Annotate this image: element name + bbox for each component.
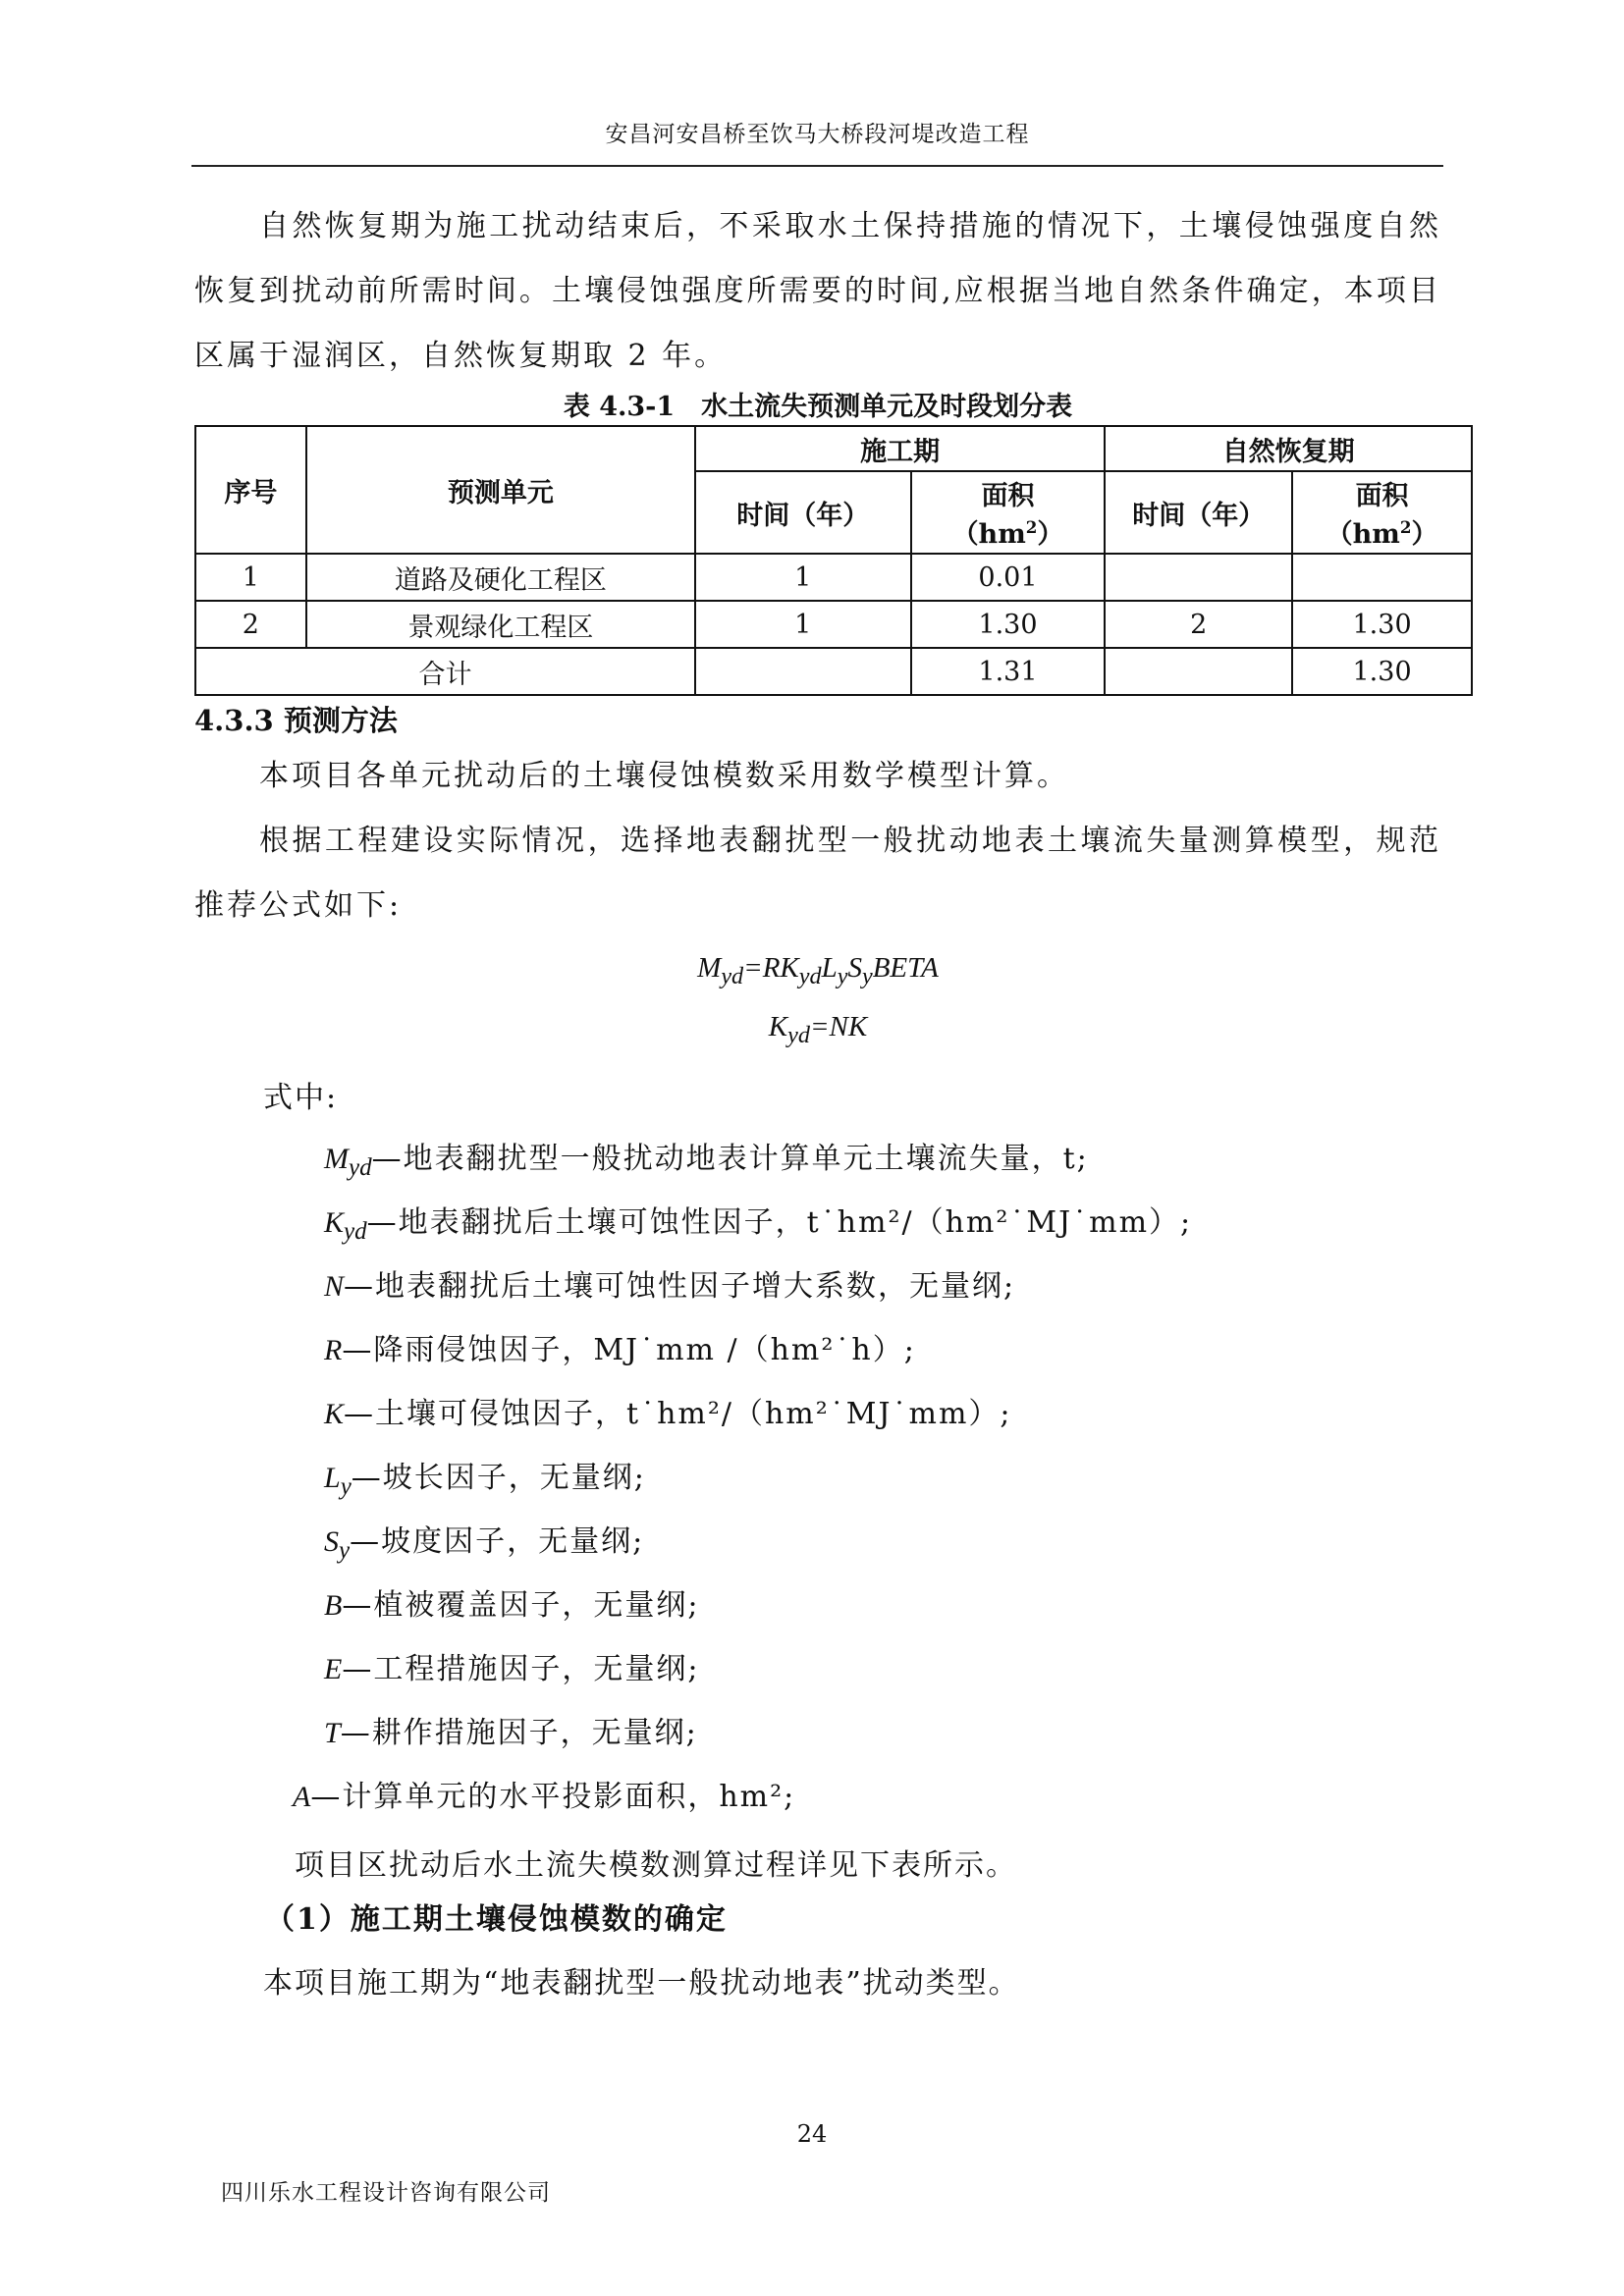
definition-item: $L_y—$坡长因子，无量纲;	[324, 1461, 646, 1500]
definition-item: $K_{yd}—$地表翻扰后土壤可蚀性因子，t˙hm²/（hm²˙MJ˙mm）;	[324, 1205, 1193, 1245]
header-unit: 预测单元	[306, 426, 695, 554]
definition-item: E—工程措施因子，无量纲;	[324, 1652, 700, 1686]
table-row: 2 景观绿化工程区 1 1.30 2 1.30	[195, 601, 1472, 648]
closing-paragraph: 项目区扰动后水土流失模数测算过程详见下表所示。	[295, 1848, 1017, 1883]
header-construction-area: 面积 $(hm^2)$	[911, 471, 1106, 554]
header-construction-time: 时间（年）	[695, 471, 911, 554]
header-recovery-area: 面积 $(hm^2)$	[1292, 471, 1472, 554]
definition-item: B—植被覆盖因子，无量纲;	[324, 1588, 700, 1623]
definition-item: N—地表翻扰后土壤可蚀性因子增大系数，无量纲;	[324, 1269, 1016, 1304]
intro-paragraph: 自然恢复期为施工扰动结束后，不采取水土保持措施的情况下，土壤侵蚀强度自然恢复到扰动前所需时间。土壤侵蚀强度所需要的时间,应根据当地自然条件确定，本项目区属于湿润区，自然恢复期取 2 年。	[194, 209, 1441, 373]
subsection-title: （1）施工期土壤侵蚀模数的确定	[265, 1902, 728, 1937]
table-total-row: 合计 1.31 1.30	[195, 648, 1472, 695]
table-caption: 表 4.3-1 水土流失预测单元及时段划分表	[563, 392, 1073, 422]
definition-item: K—土壤可侵蚀因子，t˙hm²/（hm²˙MJ˙mm）;	[324, 1397, 1012, 1431]
method-paragraph-2: 根据工程建设实际情况，选择地表翻扰型一般扰动地表土壤流失量测算模型，规范推荐公式如下:	[194, 824, 1441, 923]
method-paragraph-1: 本项目各单元扰动后的土壤侵蚀模数采用数学模型计算。	[259, 759, 1069, 793]
definition-item: T—耕作措施因子，无量纲;	[324, 1716, 698, 1750]
formula-kyd: $K_{yd}=NK$	[768, 1011, 868, 1048]
formula-myd: $M_{yd}=RK_{yd}L_yS_yBETA$	[697, 952, 939, 989]
definition-item: A—计算单元的水平投影面积，hm²;	[293, 1780, 796, 1814]
header-construction: 施工期	[695, 426, 1105, 471]
table-row: 1 道路及硬化工程区 1 0.01	[195, 554, 1472, 601]
definition-item: $M_{yd}—$地表翻扰型一般扰动地表计算单元土壤流失量，t;	[324, 1142, 1089, 1181]
header-recovery-time: 时间（年）	[1105, 471, 1292, 554]
section-title: 4.3.3 预测方法	[194, 704, 398, 737]
definition-item: $S_y—$坡度因子，无量纲;	[324, 1524, 645, 1564]
document-header: 安昌河安昌桥至饮马大桥段河堤改造工程	[605, 122, 1030, 147]
header-recovery: 自然恢复期	[1105, 426, 1472, 471]
closing-paragraph-2: 本项目施工期为“地表翻扰型一般扰动地表”扰动类型。	[263, 1966, 1020, 2001]
header-divider	[191, 165, 1443, 167]
header-seq: 序号	[195, 426, 306, 554]
definition-item: R—降雨侵蚀因子，MJ˙mm /（hm²˙h）;	[324, 1333, 916, 1367]
page-number: 24	[796, 2120, 828, 2148]
where-label: 式中:	[263, 1081, 339, 1115]
footer-company: 四川乐水工程设计咨询有限公司	[221, 2180, 551, 2206]
prediction-unit-table	[194, 425, 1473, 696]
